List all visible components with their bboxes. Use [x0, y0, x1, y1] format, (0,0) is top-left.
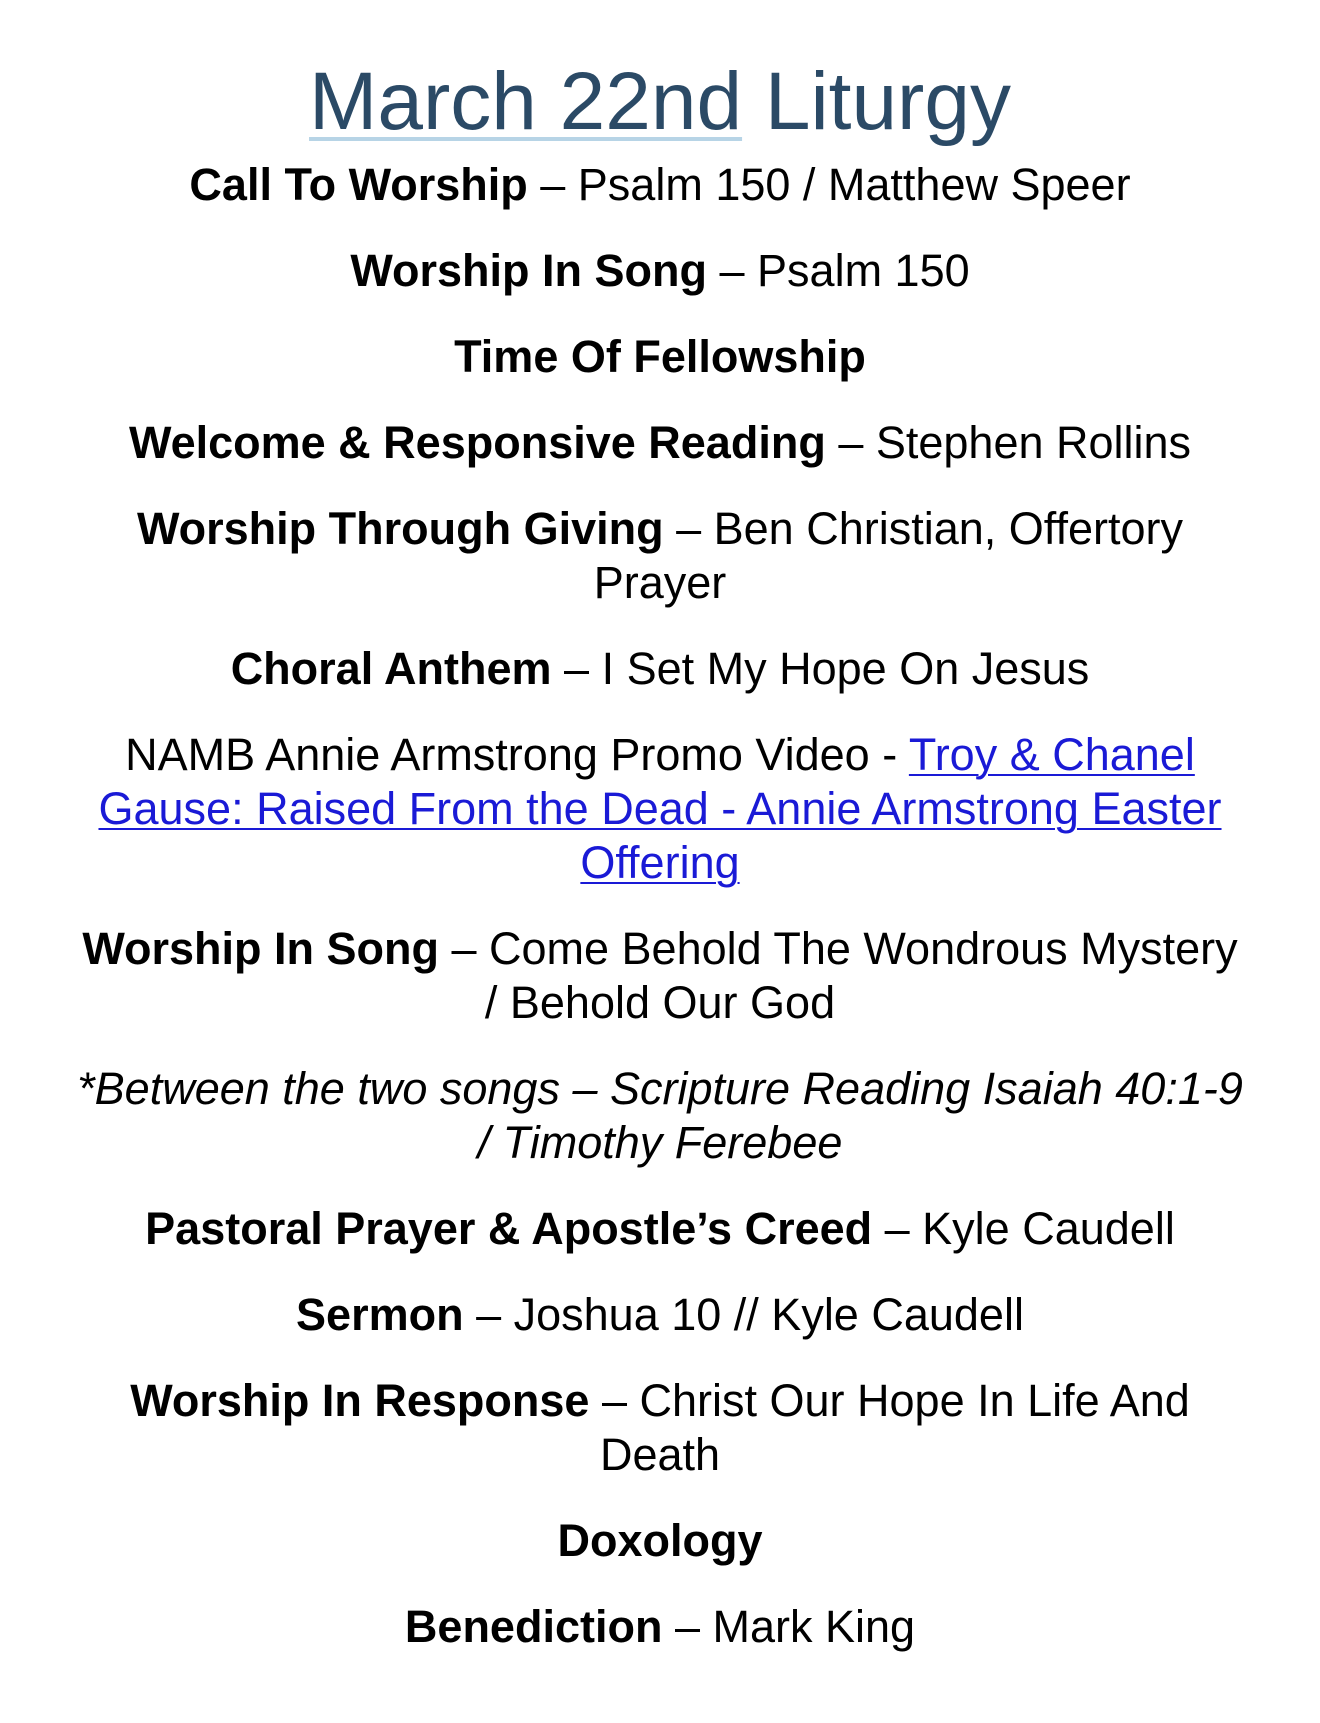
item-worship-in-response [70, 1374, 1250, 1482]
item-detail: – Stephen Rollins [825, 417, 1192, 468]
item-time-of-fellowship [70, 330, 1250, 384]
item-detail: – Joshua 10 // Kyle Caudell [463, 1289, 1024, 1340]
item-label: Pastoral Prayer & Apostle’s Creed [145, 1203, 873, 1254]
item-detail: – Christ Our Hope In Life And Death [589, 1375, 1190, 1480]
item-label: Call To Worship [189, 159, 528, 210]
item-label: Doxology [557, 1515, 763, 1566]
item-label: Worship Through Giving [136, 503, 664, 554]
item-label: Choral Anthem [230, 643, 552, 694]
item-label: Welcome & Responsive Reading [128, 417, 826, 468]
item-detail: – I Set My Hope On Jesus [551, 643, 1090, 694]
item-sermon [70, 1288, 1250, 1342]
item-call-to-worship [70, 158, 1250, 212]
item-label: Benediction [404, 1601, 663, 1652]
item-detail: – Kyle Caudell [872, 1203, 1175, 1254]
item-label: Worship In Song [350, 245, 707, 296]
item-label: Time Of Fellowship [454, 331, 866, 382]
item-benediction [70, 1600, 1250, 1654]
item-worship-in-song-2 [70, 922, 1250, 1030]
item-scripture-note [70, 1062, 1250, 1170]
title-date: March 22nd [309, 56, 743, 147]
item-detail: – Mark King [662, 1601, 916, 1652]
scripture-note-text: *Between the two songs – Scripture Reading Isaiah 40:1-9 / Timothy Ferebee [77, 1063, 1243, 1168]
item-welcome-responsive-reading [70, 416, 1250, 470]
item-worship-through-giving [70, 502, 1250, 610]
item-choral-anthem [70, 642, 1250, 696]
item-pastoral-prayer [70, 1202, 1250, 1256]
item-promo-video [70, 728, 1250, 890]
item-detail: – Psalm 150 / Matthew Speer [527, 159, 1131, 210]
item-detail: – Ben Christian, Offertory Prayer [593, 503, 1183, 608]
item-detail: – Come Behold The Wondrous Mystery / Behold Our God [438, 923, 1238, 1028]
item-label: Worship In Song [82, 923, 439, 974]
page-title [70, 52, 1250, 152]
promo-video-link[interactable]: Troy & Chanel Gause: Raised From the Dead - Annie Armstrong Easter Offering [98, 729, 1222, 888]
item-label: Sermon [296, 1289, 464, 1340]
item-doxology [70, 1514, 1250, 1568]
title-rest: Liturgy [742, 56, 1011, 147]
promo-video-label: NAMB Annie Armstrong Promo Video - [125, 729, 909, 780]
item-label: Worship In Response [130, 1375, 590, 1426]
item-worship-in-song-1 [70, 244, 1250, 298]
item-detail: – Psalm 150 [707, 245, 970, 296]
